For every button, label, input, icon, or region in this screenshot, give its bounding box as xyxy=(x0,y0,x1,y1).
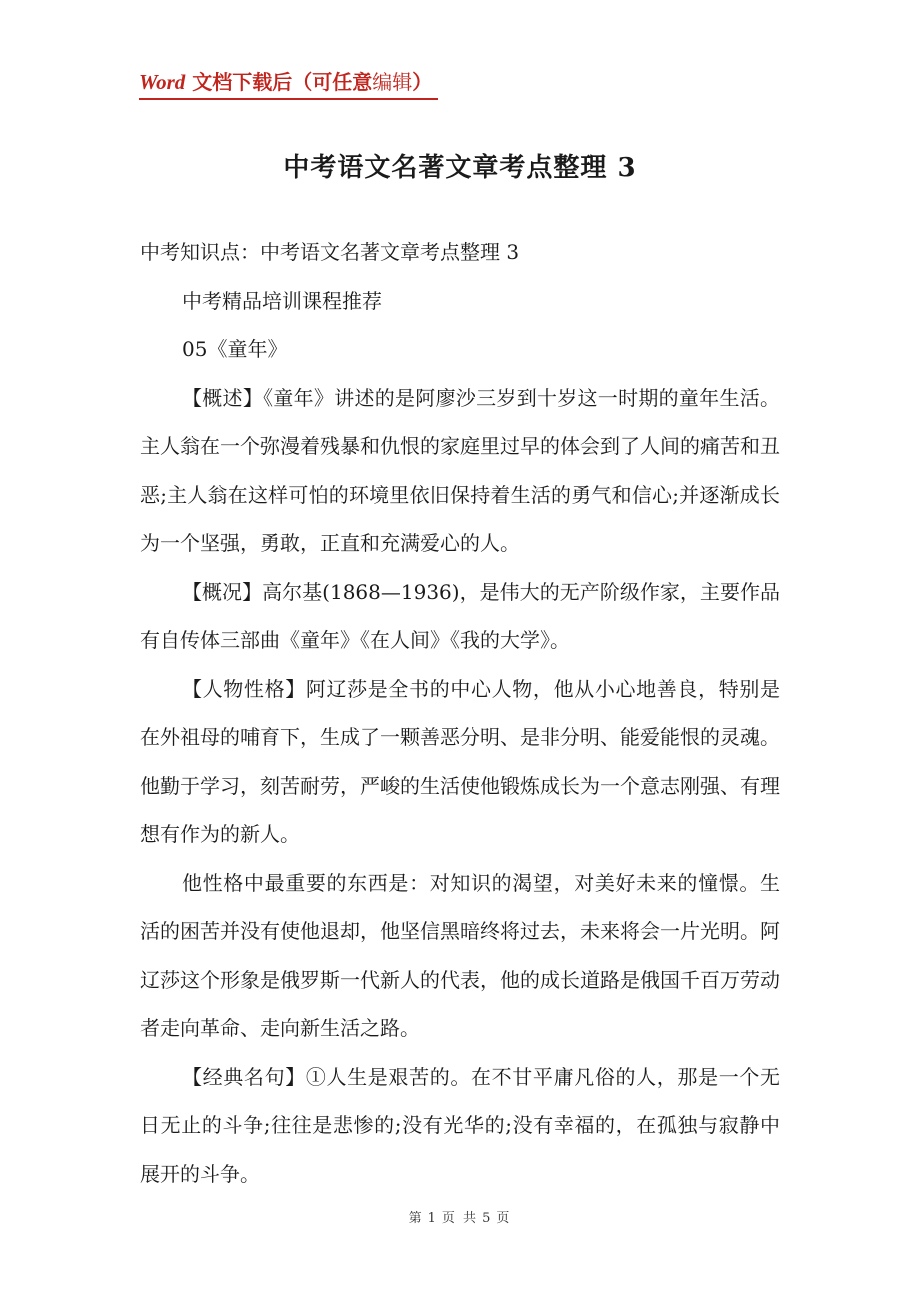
footer-prefix: 第 xyxy=(408,1211,424,1226)
footer-middle: 页 共 xyxy=(441,1211,479,1226)
banner-main-text: 文档下载后（可任意 xyxy=(185,70,373,94)
section-heading: 05《童年》 xyxy=(182,337,288,361)
banner-edit-text: 编辑 xyxy=(372,70,413,94)
banner-word: Word xyxy=(139,70,186,94)
banner-close-paren: ） xyxy=(412,70,433,94)
download-banner xyxy=(139,66,438,100)
course-recommend-line: 中考精品培训课程推荐 xyxy=(182,288,382,313)
footer-suffix: 页 xyxy=(496,1211,512,1226)
paragraph-overview: 【概述】《童年》讲述的是阿廖沙三岁到十岁这一时期的童年生活。主人翁在一个弥漫着残暴和仇恨的家庭里过早的体会到了人间的痛苦和丑恶;主人翁在这样可怕的环境里依旧保持着生活的勇气和信心;并逐渐成长为一个坚强，勇敢，正直和充满爱心的人。 xyxy=(140,385,780,555)
page-footer xyxy=(0,1207,920,1226)
knowledge-point-line: 中考知识点：中考语文名著文章考点整理 3 xyxy=(140,240,520,264)
paragraph-character: 【人物性格】阿辽莎是全书的中心人物，他从小心地善良，特别是在外祖母的哺育下，生成了一颗善恶分明、是非分明、能爱能恨的灵魂。他勤于学习，刻苦耐劳，严峻的生活使他锻炼成长为一个意志刚强、有理想有作为的新人。 xyxy=(140,676,780,846)
footer-total-pages: 5 xyxy=(482,1211,493,1226)
document-title: 中考语文名著文章考点整理 3 xyxy=(283,153,637,183)
paragraph-personality: 他性格中最重要的东西是：对知识的渴望，对美好未来的憧憬。生活的困苦并没有使他退却，他坚信黑暗终将过去，未来将会一片光明。阿辽莎这个形象是俄罗斯一代新人的代表，他的成长道路是俄国千百万劳动者走向革命、走向新生活之路。 xyxy=(140,870,780,1040)
paragraph-author: 【概况】高尔基(1868—1936)，是伟大的无产阶级作家，主要作品有自传体三部曲《童年》《在人间》《我的大学》。 xyxy=(140,579,780,652)
paragraph-quotes: 【经典名句】①人生是艰苦的。在不甘平庸凡俗的人，那是一个无日无止的斗争;往往是悲惨的;没有光华的;没有幸福的，在孤独与寂静中展开的斗争。 xyxy=(140,1064,780,1186)
document-body xyxy=(140,228,780,1198)
footer-page-number: 1 xyxy=(427,1211,438,1226)
